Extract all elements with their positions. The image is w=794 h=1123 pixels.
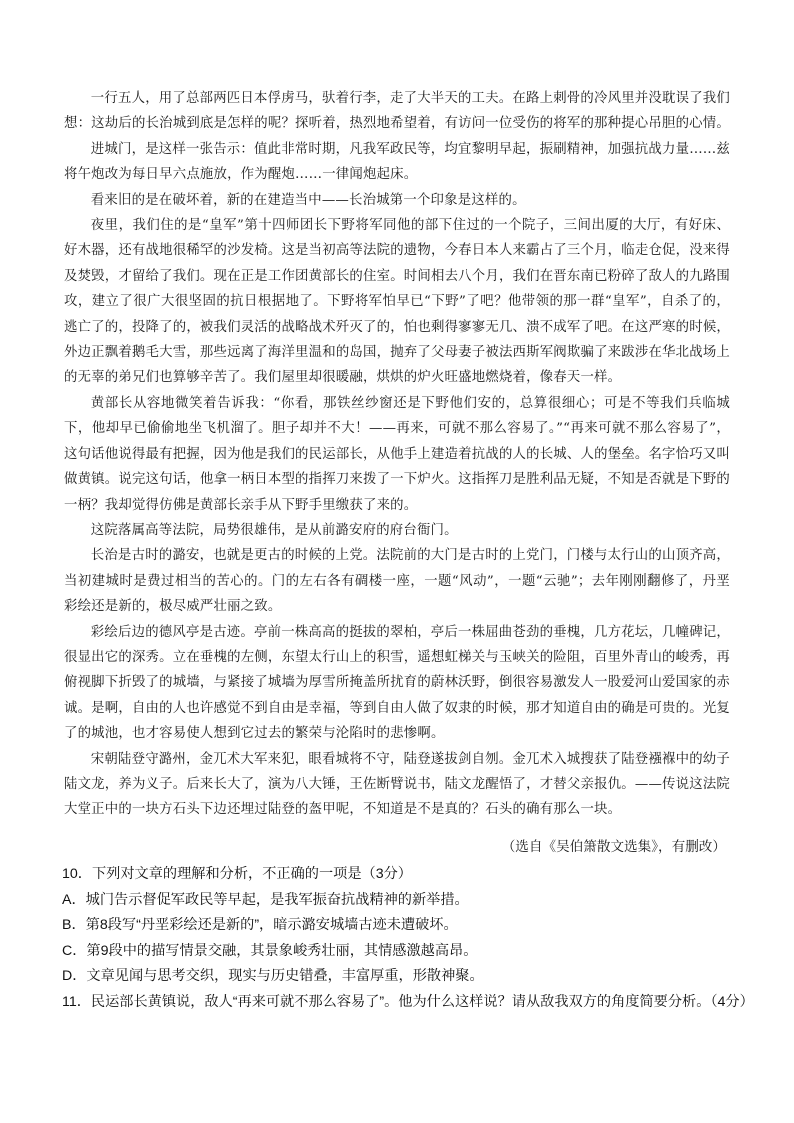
option-d: D．文章见闻与思考交织，现实与历史错叠，丰富厚重，形散神聚。: [62, 968, 484, 985]
questions-section: [62, 862, 754, 1016]
reading-passage: [64, 86, 730, 823]
question-10-stem: 10．下列对文章的理解和分析，不正确的一项是（3分）: [62, 866, 412, 882]
option-c: C．第9段中的描写情景交融，其景象峻秀壮丽，其情感激越高昂。: [62, 942, 478, 959]
passage-paragraph: 宋朝陆登守潞州，金兀术大军来犯，眼看城将不守，陆登遂拔剑自刎。金兀术入城搜获了陆登襁褓中的幼子陆文龙，养为义子。后来长大了，演为八大锤，王佐断臂说书，陆文龙醒悟了，才替父亲报仇。——传说这法院大堂正中的一块方石头下边还埋过陆登的盔甲呢，不知道是不是真的？石头的确有那么一块。: [64, 751, 730, 818]
option-a: A．城门告示督促军政民等早起，是我军振奋抗战精神的新举措。: [62, 891, 469, 908]
passage-paragraph: 长治是古时的潞安，也就是更古的时候的上党。法院前的大门是古时的上党门，门楼与太行山的山顶齐高，当初建城时是费过相当的苦心的。门的左右各有碉楼一座，一题“风动”，一题“云驰”；去年刚刚翻修了，丹垩彩绘还是新的，极尽威严壮丽之致。: [64, 548, 730, 615]
passage-paragraph: 彩绘后边的德风亭是古迹。亭前一株高高的挺拔的翠柏，亭后一株屈曲苍劲的垂槐，几方花坛，几幢碑记，很显出它的深秀。立在垂槐的左侧，东望太行山上的积雪，遥想虹梯关与玉峡关的险阻，百里外青山的峻秀，再俯视脚下折毁了的城墙，与紧接了城墙为厚雪所掩盖所扰育的蔚林沃野，倒很容易激发人一股爱河山爱国家的赤诚。是啊，自由的人也许感觉不到自由是幸福，等到自由人做了奴隶的时候，那才知道自由的确是可贵的。光复了的城池，也才容易使人想到它过去的繁荣与沦陷时的悲惨啊。: [64, 624, 730, 742]
passage-paragraph: 看来旧的是在破坏着，新的在建造当中——长治城第一个印象是这样的。: [90, 192, 526, 208]
passage-paragraph: 进城门，是这样一张告示：值此非常时期，凡我军政民等，均宜黎明早起，振刷精神，加强抗战力量……兹将午炮改为每日早六点施放，作为醒炮……一律闻炮起床。: [64, 141, 730, 183]
passage-paragraph: 夜里，我们住的是“皇军”第十四师团长下野将军同他的部下住过的一个院子，三间出厦的大厅，有好床、好木器，还有战地很稀罕的沙发椅。这是当初高等法院的遗物，今春日本人来霸占了三个月，临走仓促，没来得及焚毁，才留给了我们。现在正是工作团黄部长的住室。时间相去八个月，我们在晋东南已粉碎了敌人的九路围攻，建立了很广大很坚固的抗日根据地了。下野将军怕早已“下野”了吧？他带领的那一群“皇军”，自杀了的，逃亡了的，投降了的，被我们灵活的战略战术歼灭了的，怕也剩得寥寥无几、溃不成军了吧。在这严寒的时候，外边正飘着鹅毛大雪，那些远离了海洋里温和的岛国，抛弃了父母妻子被法西斯军阀欺骗了来跋涉在华北战场上的无辜的弟兄们也算够辛苦了。我们屋里却很暖融，烘烘的炉火旺盛地燃烧着，像春天一样。: [64, 218, 730, 386]
question-11: 11．民运部长黄镇说，敌人“再来可就不那么容易了”。他为什么这样说？请从敌我双方的角度简要分析。（4分）: [62, 993, 754, 1010]
passage-paragraph: 黄部长从容地微笑着告诉我：“你看，那铁丝纱窗还是下野他们安的，总算很细心；可是不等我们兵临城下，他却早已偷偷地坐飞机溜了。胆子却并不大！——再来，可就不那么容易了。”“再来可就不那么容易了”，这句话他说得最有把握，因为他是我们的民运部长，从他手上建造着抗战的人的长城、人的堡垒。名字恰巧又叫做黄镇。说完这句话，他拿一柄日本型的指挥刀来拨了一下炉火。这指挥刀是胜利品无疑，不知是否就是下野的一柄？我却觉得仿佛是黄部长亲手从下野手里缴获了来的。: [64, 395, 730, 513]
source-citation: （选自《吴伯箫散文选集》，有删改）: [501, 839, 726, 855]
option-b: B．第8段写“丹垩彩绘还是新的”，暗示潞安城墙古迹未遭破坏。: [62, 917, 458, 934]
passage-paragraph: 这院落属高等法院，局势很雄伟，是从前潞安府的府台衙门。: [90, 522, 458, 538]
passage-paragraph: 一行五人，用了总部两匹日本俘虏马，驮着行李，走了大半天的工夫。在路上刺骨的冷风里并没耽误了我们想：这劫后的长治城到底是怎样的呢？探听着，热烈地希望着，有访问一位受伤的将军的那种提心吊胆的心情。: [64, 91, 730, 132]
